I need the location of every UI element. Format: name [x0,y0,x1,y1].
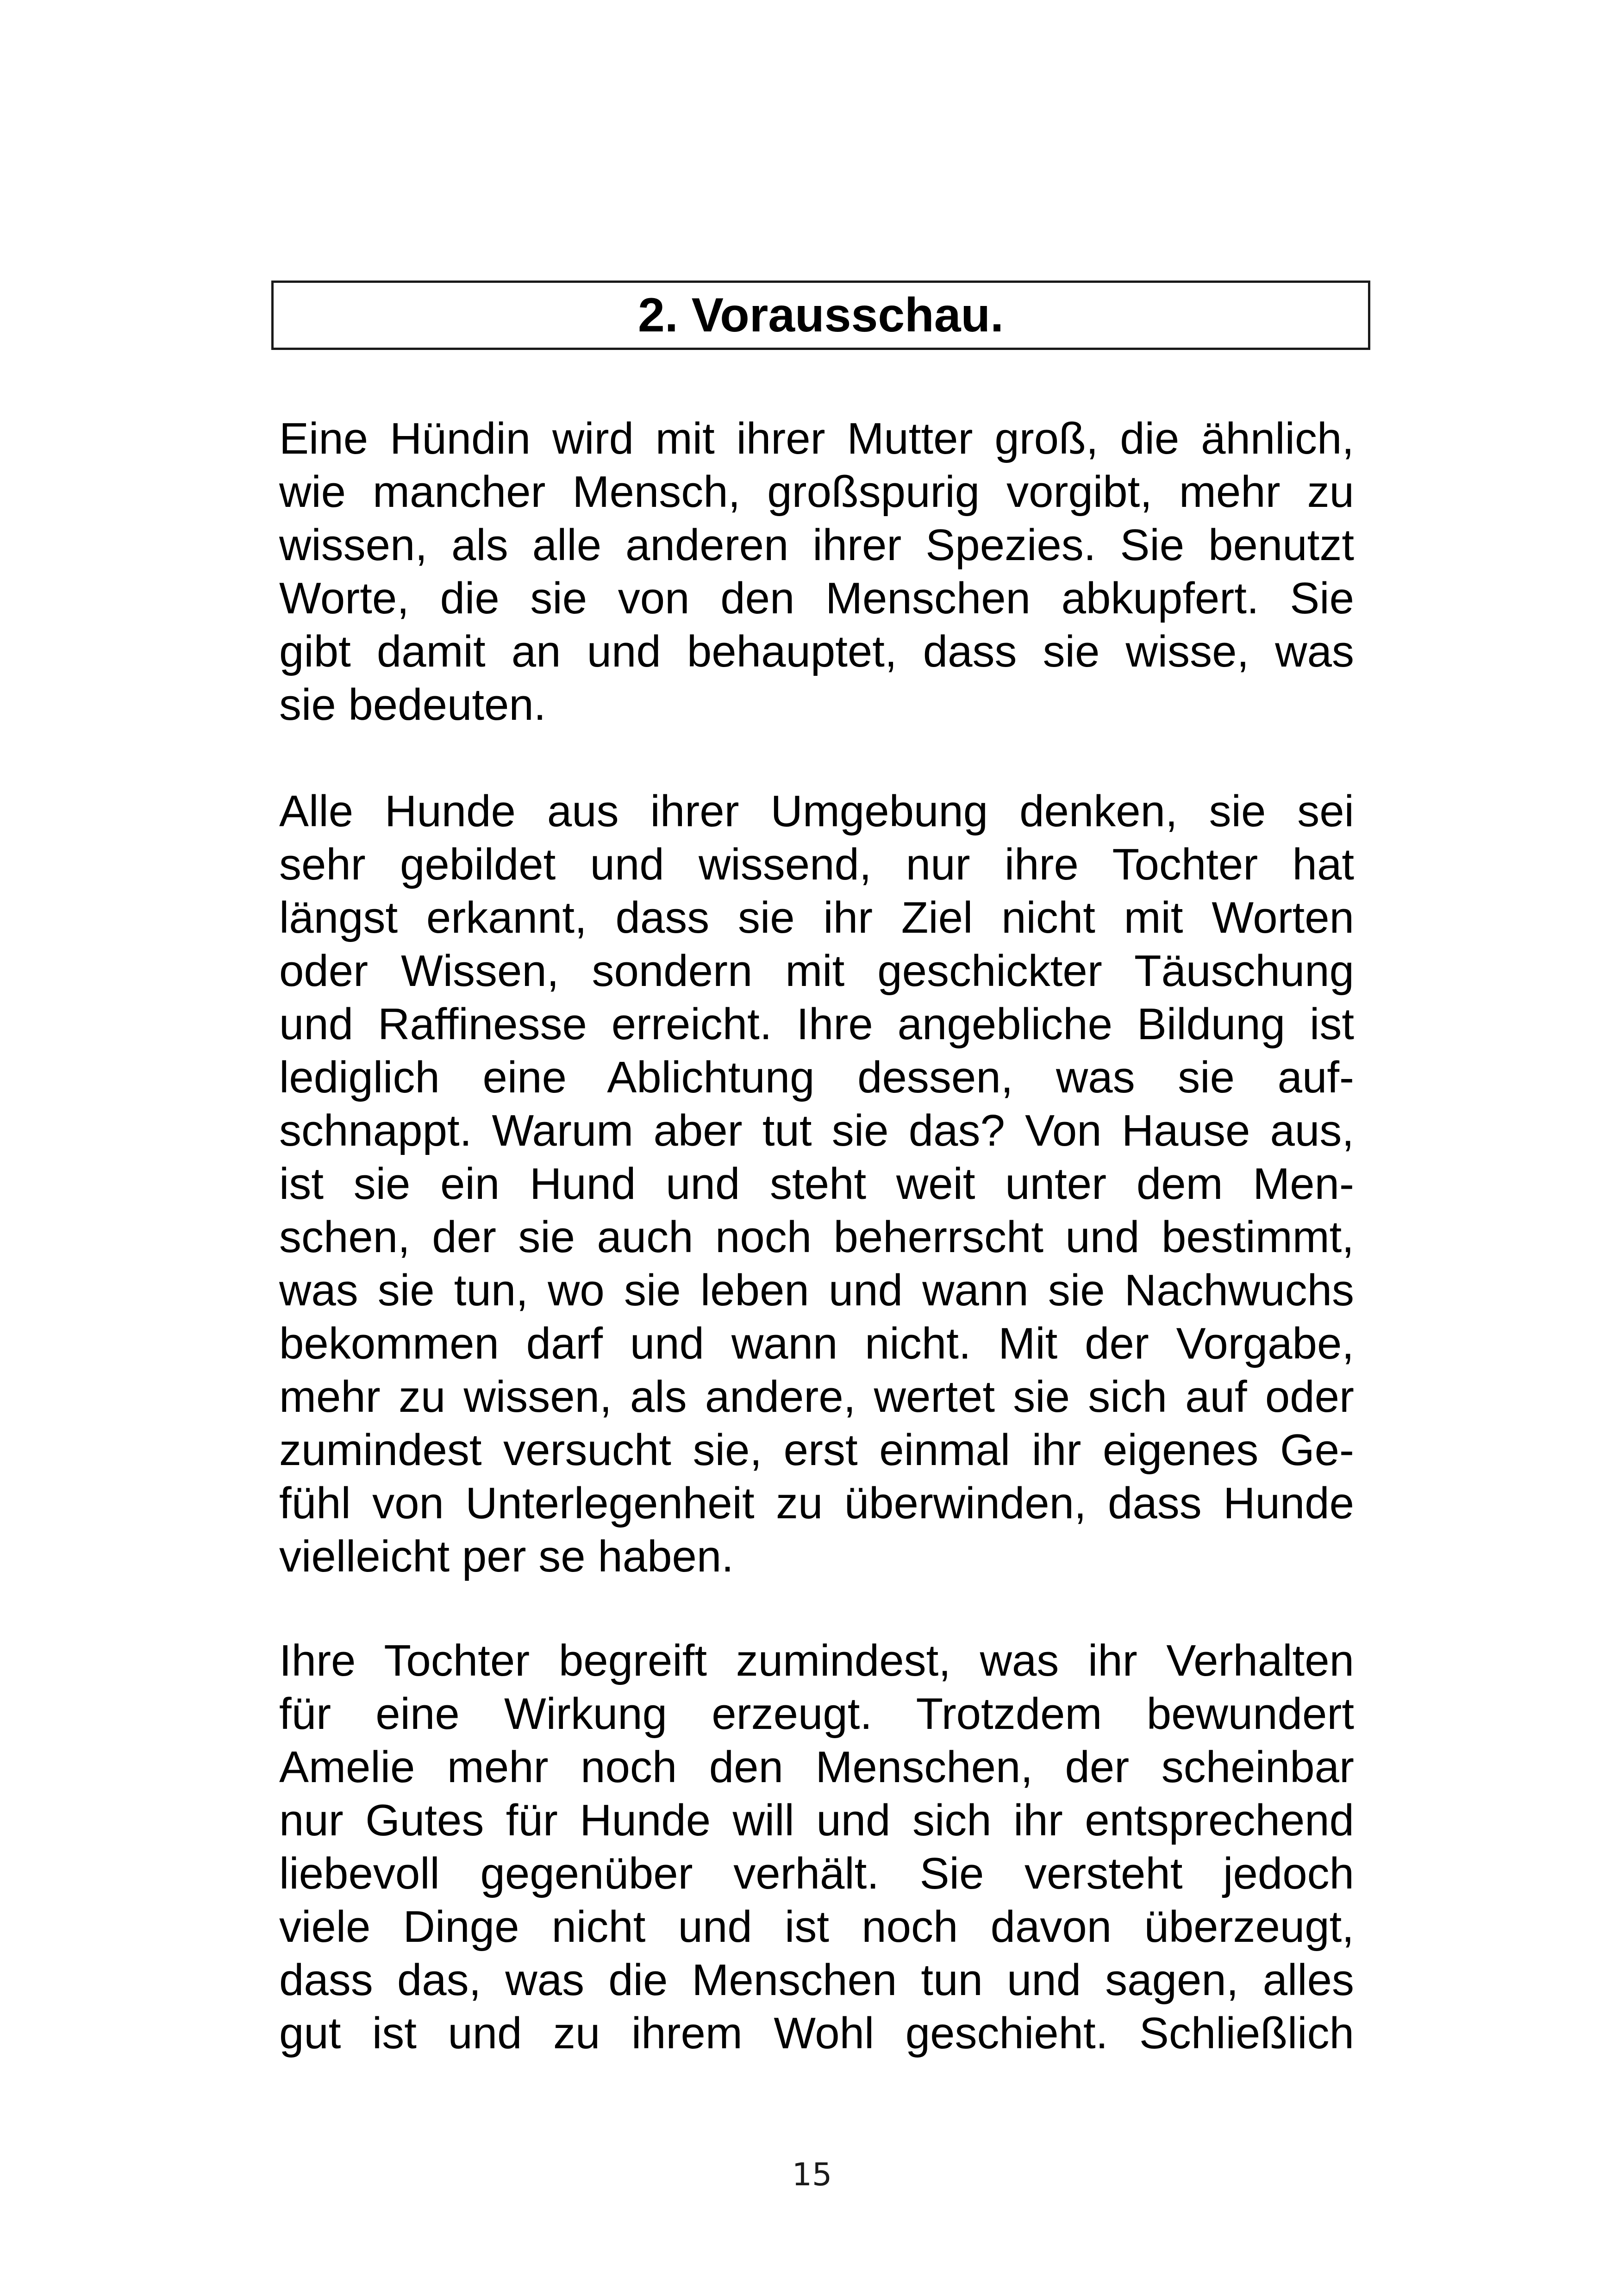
text-line: vielleicht per se haben. [279,1532,734,1581]
page-number: 15 [792,2157,832,2193]
text-line: ist sie ein Hund und steht weit unter dem Men- [279,1159,1354,1209]
text-line: fühl von Unterlegenheit zu überwinden, dass Hunde [279,1478,1354,1528]
text-line: gut ist und zu ihrem Wohl geschieht. Schließlich [279,2008,1354,2058]
text-line: oder Wissen, sondern mit geschickter Täuschung [279,946,1354,996]
text-line: Amelie mehr noch den Menschen, der scheinbar [279,1742,1354,1792]
text-line: längst erkannt, dass sie ihr Ziel nicht mit Worten [279,893,1354,942]
text-line: zumindest versucht sie, erst einmal ihr eigenes Ge- [279,1425,1354,1475]
text-line: und Raffinesse erreicht. Ihre angebliche Bildung ist [279,999,1354,1049]
text-line: wissen, als alle anderen ihrer Spezies. Sie benutzt [279,520,1354,570]
text-line: Alle Hunde aus ihrer Umgebung denken, sie sei [279,786,1354,836]
chapter-title: 2. Vorausschau. [638,288,1004,342]
text-line: lediglich eine Ablichtung dessen, was sie auf- [279,1053,1354,1102]
text-line: wie mancher Mensch, großspurig vorgibt, mehr zu [279,467,1354,517]
paragraph-2 [279,785,1354,1583]
text-line: nur Gutes für Hunde will und sich ihr entsprechend [279,1796,1354,1845]
text-line: sehr gebildet und wissend, nur ihre Tochter hat [279,840,1354,889]
text-line: sie bedeuten. [279,680,546,730]
paragraph-3 [279,1634,1354,2060]
text-line: liebevoll gegenüber verhält. Sie versteht jedoch [279,1849,1354,1898]
text-line: schen, der sie auch noch beherrscht und bestimmt, [279,1212,1354,1262]
text-line: bekommen darf und wann nicht. Mit der Vorgabe, [279,1319,1354,1368]
text-line: Ihre Tochter begreift zumindest, was ihr Verhalten [279,1636,1354,1685]
text-line: schnappt. Warum aber tut sie das? Von Hause aus, [279,1106,1354,1155]
text-line: dass das, was die Menschen tun und sagen, alles [279,1955,1354,2005]
text-line: gibt damit an und behauptet, dass sie wisse, was [279,627,1354,676]
text-line: Worte, die sie von den Menschen abkupfert. Sie [279,574,1354,623]
text-line: Eine Hündin wird mit ihrer Mutter groß, die ähnlich, [279,414,1354,463]
text-line: viele Dinge nicht und ist noch davon überzeugt, [279,1902,1354,1952]
text-line: mehr zu wissen, als andere, wertet sie sich auf oder [279,1372,1354,1422]
paragraph-1 [279,412,1354,731]
chapter-heading-box [271,281,1370,350]
text-line: für eine Wirkung erzeugt. Trotzdem bewundert [279,1689,1354,1739]
text-line: was sie tun, wo sie leben und wann sie Nachwuchs [279,1266,1354,1315]
